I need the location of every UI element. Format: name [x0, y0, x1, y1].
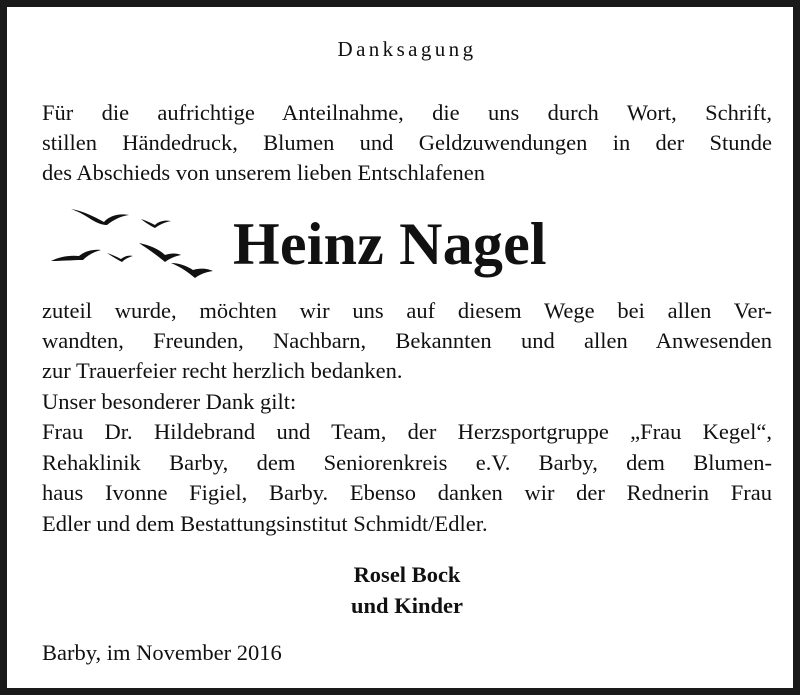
notice-heading: Danksagung	[337, 37, 477, 61]
signature-name: Rosel Bock	[353, 562, 461, 587]
signature-family: und Kinder	[351, 593, 463, 618]
body-line: Frau Dr. Hildebrand und Team, der Herzsportgruppe „Frau Kegel“,	[42, 419, 772, 444]
body-line: Unser besonderer Dank gilt:	[42, 389, 297, 414]
body-line: Edler und dem Bestattungsinstitut Schmidt/Edler.	[42, 511, 488, 536]
body-line: Rehaklinik Barby, dem Seniorenkreis e.V. Barby, dem Blumen-	[42, 450, 772, 475]
place-date: Barby, im November 2016	[42, 640, 282, 665]
intro-line: des Abschieds von unserem lieben Entschlafenen	[42, 160, 486, 185]
deceased-name: Heinz Nagel	[233, 211, 547, 277]
flying-birds-icon	[49, 205, 219, 283]
body-line: zuteil wurde, möchten wir uns auf diesem Wege bei allen Ver-	[42, 298, 772, 323]
intro-line: stillen Händedruck, Blumen und Geldzuwendungen in der Stunde	[42, 130, 772, 155]
intro-line: Für die aufrichtige Anteilnahme, die uns durch Wort, Schrift,	[42, 100, 772, 125]
body-line: haus Ivonne Figiel, Barby. Ebenso danken wir der Rednerin Frau	[42, 480, 772, 505]
body-line: wandten, Freunden, Nachbarn, Bekannten und allen Anwesenden	[42, 328, 772, 353]
body-line: zur Trauerfeier recht herzlich bedanken.	[42, 358, 403, 383]
